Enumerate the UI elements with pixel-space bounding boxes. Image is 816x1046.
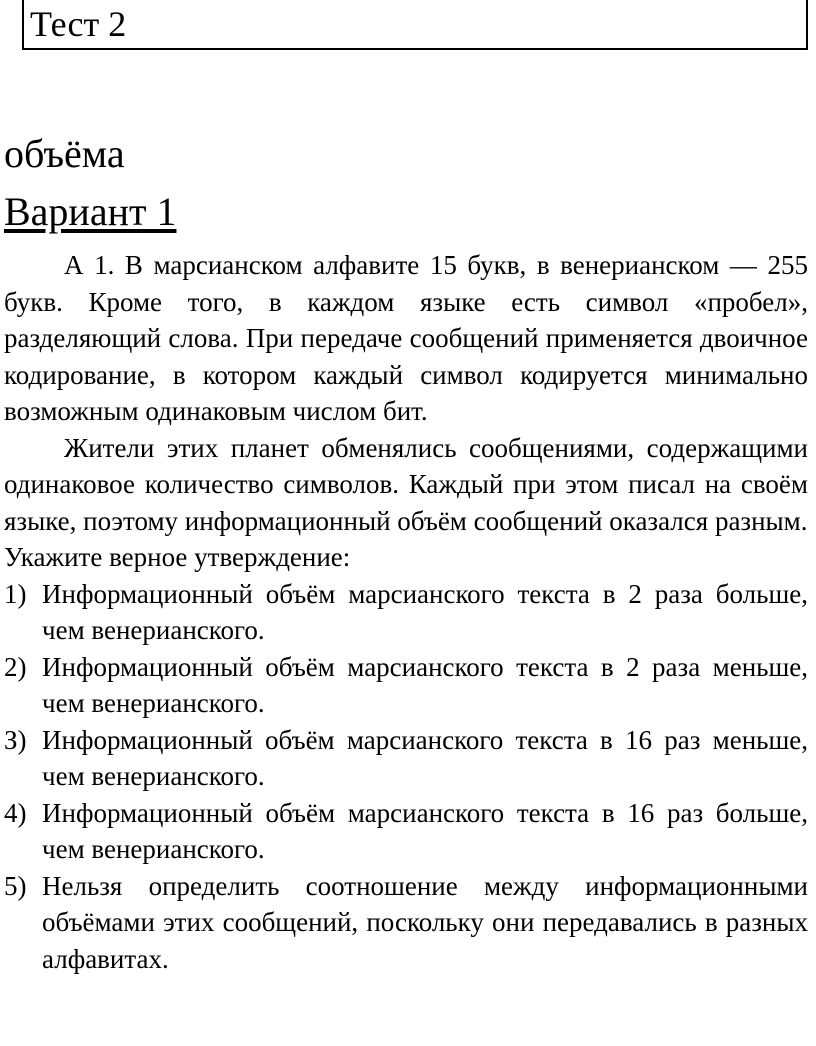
option-number: 4)	[4, 797, 27, 828]
answer-options	[4, 576, 808, 978]
answer-option-1[interactable]	[4, 576, 808, 649]
option-number: 2)	[4, 651, 27, 682]
variant-heading: Вариант 1	[4, 189, 177, 234]
question-body	[4, 247, 808, 977]
option-text: Нельзя определить соотношение между информационными объёмами этих сообщений, поскольку они передавались в разных алфавитах.	[42, 870, 808, 974]
option-text: Информационный объём марсианского текста в 2 раза больше, чем венерианского.	[42, 578, 808, 645]
option-number: 1)	[4, 578, 27, 609]
option-text: Информационный объём марсианского текста в 16 раз больше, чем венерианского.	[42, 797, 808, 864]
option-text: Информационный объём марсианского текста в 16 раз меньше, чем венерианского.	[42, 724, 808, 791]
answer-option-5[interactable]	[4, 868, 808, 978]
answer-option-2[interactable]	[4, 649, 808, 722]
question-paragraph-2: Жители этих планет обменялись сообщениями, содержащими одинаковое количество символов. Каждый при этом писал на своём языке, поэтому информационный объём сообщений оказался разным.	[4, 432, 808, 536]
subject-heading: объёма	[4, 131, 125, 176]
option-number: 5)	[4, 870, 27, 901]
title-box	[22, 0, 808, 50]
answer-option-4[interactable]	[4, 795, 808, 868]
option-number: З)	[4, 724, 27, 755]
question-paragraph-1: А 1. В марсианском алфавите 15 букв, в венерианском — 255 букв. Кроме того, в каждом языке есть символ «пробел», разделяющий слова. При передаче сообщений применяется двоичное кодирование, в котором каждый символ кодируется минимально возможным одинаковым числом бит.	[4, 250, 808, 426]
answer-option-3[interactable]	[4, 722, 808, 795]
question-prompt: Укажите верное утверждение:	[4, 542, 351, 572]
page-title: Тест 2	[30, 4, 127, 44]
option-text: Информационный объём марсианского текста в 2 раза меньше, чем венерианского.	[42, 651, 808, 718]
